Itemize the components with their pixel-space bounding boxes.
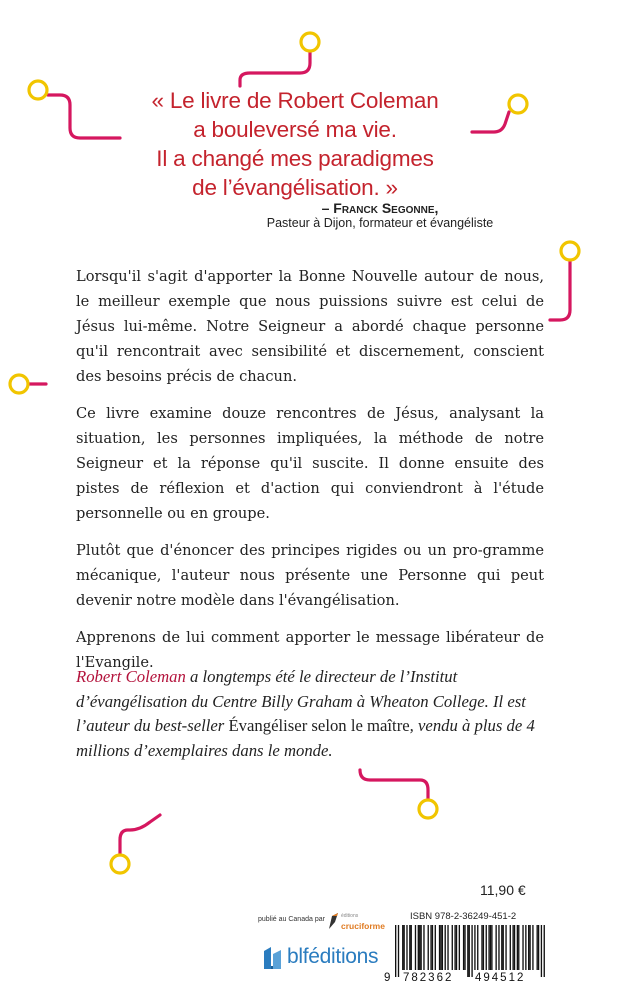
barcode-bar	[456, 925, 457, 970]
bio-author-name: Robert Coleman	[76, 667, 186, 686]
barcode-bar	[498, 925, 499, 970]
author-bio	[76, 665, 546, 763]
barcode-bar	[406, 925, 407, 970]
description-paragraph: Lorsqu'il s'agit d'apporter la Bonne Nouvelle autour de nous, le meilleur exemple que nous puissions suivre est celui de Jésus lui-même. Notre Seigneur a abordé chaque personne qu'il rencontrait avec sensibilité et discernement, conscient des besoins précis de chacun.	[76, 268, 544, 385]
cruciforme-editions-label: éditions	[341, 913, 359, 919]
yellow-dot-top-center	[301, 33, 319, 51]
quote-line: Il a changé mes paradigmes	[156, 146, 434, 171]
description-paragraph: Apprenons de lui comment apporter le message libérateur de l'Evangile.	[76, 629, 544, 671]
barcode-bar	[439, 925, 440, 970]
deco-line-top-center	[240, 51, 310, 86]
deco-line-bottom-right	[360, 770, 428, 800]
quote-line: a bouleversé ma vie.	[193, 117, 397, 142]
barcode-bar	[544, 925, 545, 977]
barcode-bar	[490, 925, 491, 970]
barcode-bar	[483, 925, 484, 970]
attribution-role: Pasteur à Dijon, formateur et évangéliste	[266, 216, 494, 230]
barcode-bar	[403, 925, 404, 970]
barcode-bar	[464, 925, 465, 970]
barcode-bar	[477, 925, 478, 970]
blf-logo-icon	[262, 945, 284, 971]
barcode-bar	[471, 925, 472, 977]
isbn-barcode	[395, 925, 545, 977]
barcode-bar	[442, 925, 443, 970]
barcode-bar	[491, 925, 492, 970]
quote-line: « Le livre de Robert Coleman	[151, 88, 439, 113]
description-paragraph: Ce livre examine douze rencontres de Jésus, analysant la situation, les personnes impliquées, la méthode de notre Seigneur et la réponse qu'il suscite. Il donne ensuite des pistes de réflexion et d'action qui conviendront à l'étude personnelle ou en groupe.	[76, 405, 544, 522]
barcode-bar	[514, 925, 515, 970]
cruciforme-logo-icon	[327, 912, 340, 930]
barcode-digits-right: 494512	[475, 972, 526, 984]
barcode-bar	[512, 925, 513, 970]
barcode-bar	[469, 925, 470, 977]
bio-text: a longtemps été le directeur de l’Institut d’évangélisation du Centre Billy Graham à Wheaton College. Il est l’auteur du best-seller	[76, 667, 526, 735]
yellow-dot-right-middle	[561, 242, 579, 260]
barcode-bar	[525, 925, 526, 970]
isbn-label: ISBN 978-2-36249-451-2	[410, 911, 517, 922]
barcode-bar	[463, 925, 464, 970]
barcode-bar	[518, 925, 519, 970]
cruciforme-label: cruciforme	[341, 921, 385, 931]
price-label: 11,90 €	[480, 882, 526, 898]
barcode-bar	[510, 925, 511, 970]
barcode-bar	[505, 925, 506, 970]
barcode-bar	[481, 925, 482, 970]
barcode-bar	[538, 925, 539, 970]
deco-line-bottom-left	[120, 815, 160, 855]
barcode-bar	[428, 925, 429, 970]
quote-attribution	[230, 201, 530, 231]
quote-line: de l’évangélisation. »	[192, 175, 398, 200]
barcode-bar	[447, 925, 448, 970]
barcode-bar	[432, 925, 433, 970]
barcode-bar	[454, 925, 455, 970]
barcode-bar	[528, 925, 529, 970]
barcode-bar	[423, 925, 424, 970]
barcode-bar	[474, 925, 475, 970]
barcode-bar	[541, 925, 542, 977]
barcode-bar	[517, 925, 518, 970]
bio-book-title: Évangéliser selon le maître	[228, 716, 410, 735]
barcode-bar	[503, 925, 504, 970]
barcode-bar	[440, 925, 441, 970]
barcode-bar	[411, 925, 412, 970]
yellow-dot-top-left	[29, 81, 47, 99]
barcode-bar	[402, 925, 403, 970]
attribution-name: – Franck Segonne,	[321, 200, 439, 216]
barcode-bar	[532, 925, 533, 970]
barcode-bar	[522, 925, 523, 970]
back-cover-description	[76, 264, 544, 687]
barcode-bar	[529, 925, 530, 970]
barcode-digits-left: 782362	[403, 972, 454, 984]
barcode-bar	[420, 925, 421, 970]
barcode-bar	[445, 925, 446, 970]
blf-editions-logo-text: blféditions	[287, 945, 379, 968]
barcode-bar	[459, 925, 460, 970]
bio-text: , vendu à plus de 4 millions d’exemplaires dans le monde.	[76, 716, 535, 760]
barcode-bar	[486, 925, 487, 970]
barcode-bar	[415, 925, 416, 970]
yellow-dot-left-middle	[10, 375, 28, 393]
description-paragraph: Plutôt que d'énoncer des principes rigides ou un pro-gramme mécanique, l'auteur nous présente une Personne qui peut devenir notre modèle dans l'évangélisation.	[76, 542, 544, 609]
barcode-bar	[537, 925, 538, 970]
endorsement-quote	[60, 86, 530, 202]
published-in-canada-label: publié au Canada par	[258, 916, 325, 923]
barcode-bar	[435, 925, 436, 970]
barcode-bar	[418, 925, 419, 970]
barcode-bar	[409, 925, 410, 970]
barcode-bar	[430, 925, 431, 970]
barcode-bar	[452, 925, 453, 970]
barcode-bar	[467, 925, 468, 977]
barcode-bar	[501, 925, 502, 970]
yellow-dot-bottom-right	[419, 800, 437, 818]
yellow-dot-bottom-left	[111, 855, 129, 873]
barcode-bar	[395, 925, 396, 977]
barcode-bar	[419, 925, 420, 970]
barcode-bar	[398, 925, 399, 977]
deco-line-right-middle	[550, 260, 570, 320]
barcode-first-digit: 9	[384, 972, 391, 984]
barcode-bar	[488, 925, 489, 970]
barcode-bar	[495, 925, 496, 970]
